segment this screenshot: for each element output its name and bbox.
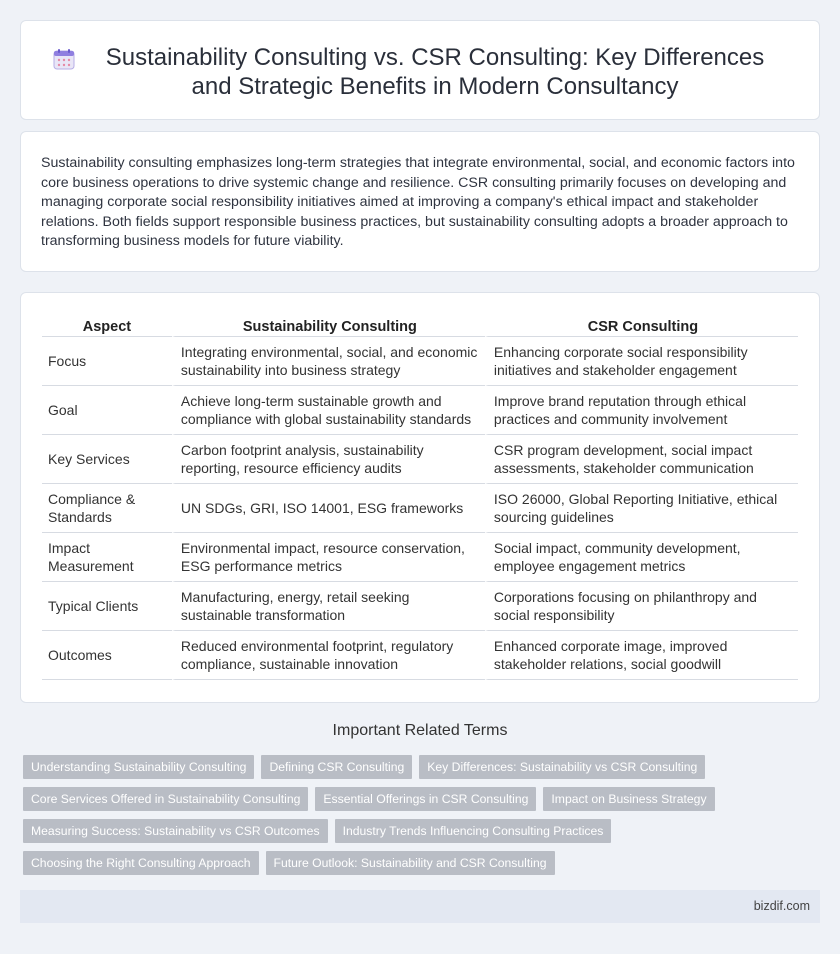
- row-aspect: Key Services: [42, 435, 172, 484]
- row-csr: Enhancing corporate social responsibility initiatives and stakeholder engagement: [485, 337, 798, 386]
- row-sustainability: UN SDGs, GRI, ISO 14001, ESG frameworks: [172, 484, 485, 533]
- table-row: [42, 631, 798, 680]
- intro-paragraph: Sustainability consulting emphasizes long-term strategies that integrate environmental, social, and economic factors into core business operations to drive systemic change and resilience. CSR consulting primarily focuses on developing and managing corporate social responsibility initiatives aimed at improving a company's ethical impact and stakeholder relations. Both fields support responsible business practices, but sustainability consulting adopts a broader approach to transforming business models for future viability.: [41, 155, 795, 250]
- header-sustainability: Sustainability Consulting: [172, 315, 485, 337]
- row-csr: Improve brand reputation through ethical practices and community involvement: [485, 386, 798, 435]
- row-csr: ISO 26000, Global Reporting Initiative, ethical sourcing guidelines: [485, 484, 798, 533]
- row-aspect: Typical Clients: [42, 582, 172, 631]
- row-csr: Social impact, community development, employee engagement metrics: [485, 533, 798, 582]
- related-term-tag[interactable]: Key Differences: Sustainability vs CSR Consulting: [419, 755, 705, 779]
- row-aspect: Outcomes: [42, 631, 172, 680]
- related-term-tag[interactable]: Understanding Sustainability Consulting: [23, 755, 254, 779]
- related-term-tag[interactable]: Core Services Offered in Sustainability Consulting: [23, 787, 308, 811]
- related-terms-heading: Important Related Terms: [332, 722, 508, 739]
- table-header-row: [42, 315, 798, 337]
- related-term-tag[interactable]: Future Outlook: Sustainability and CSR Consulting: [266, 851, 555, 875]
- related-term-tag[interactable]: Impact on Business Strategy: [543, 787, 714, 811]
- related-term-tag[interactable]: Defining CSR Consulting: [261, 755, 412, 779]
- tag-row: [23, 787, 813, 811]
- table-row: [42, 435, 798, 484]
- related-term-tag[interactable]: Choosing the Right Consulting Approach: [23, 851, 259, 875]
- table-row: [42, 533, 798, 582]
- row-sustainability: Reduced environmental footprint, regulatory compliance, sustainable innovation: [172, 631, 485, 680]
- header-csr: CSR Consulting: [485, 315, 798, 337]
- related-terms-list: [23, 755, 813, 883]
- tag-row: [23, 851, 813, 875]
- row-sustainability: Manufacturing, energy, retail seeking sustainable transformation: [172, 582, 485, 631]
- footer: [20, 890, 820, 923]
- row-aspect: Compliance & Standards: [42, 484, 172, 533]
- tag-row: [23, 755, 813, 779]
- related-term-tag[interactable]: Industry Trends Influencing Consulting Practices: [335, 819, 612, 843]
- row-sustainability: Carbon footprint analysis, sustainability reporting, resource efficiency audits: [172, 435, 485, 484]
- tag-row: [23, 819, 813, 843]
- row-sustainability: Environmental impact, resource conservation, ESG performance metrics: [172, 533, 485, 582]
- table-row: [42, 582, 798, 631]
- comparison-table: [42, 315, 798, 680]
- row-csr: Corporations focusing on philanthropy and social responsibility: [485, 582, 798, 631]
- table-row: [42, 484, 798, 533]
- related-term-tag[interactable]: Essential Offerings in CSR Consulting: [315, 787, 536, 811]
- row-csr: CSR program development, social impact assessments, stakeholder communication: [485, 435, 798, 484]
- row-aspect: Focus: [42, 337, 172, 386]
- related-term-tag[interactable]: Measuring Success: Sustainability vs CSR Outcomes: [23, 819, 328, 843]
- row-aspect: Goal: [42, 386, 172, 435]
- row-csr: Enhanced corporate image, improved stakeholder relations, social goodwill: [485, 631, 798, 680]
- intro-card: [20, 131, 820, 272]
- row-aspect: Impact Measurement: [42, 533, 172, 582]
- comparison-card: [20, 292, 820, 703]
- row-sustainability: Achieve long-term sustainable growth and compliance with global sustainability standards: [172, 386, 485, 435]
- page-title: Sustainability Consulting vs. CSR Consulting: Key Differences and Strategic Benefits in Modern Consultancy: [105, 44, 765, 100]
- header-aspect: Aspect: [42, 315, 172, 337]
- title-card: [20, 20, 820, 120]
- row-sustainability: Integrating environmental, social, and economic sustainability into business strategy: [172, 337, 485, 386]
- table-row: [42, 337, 798, 386]
- table-row: [42, 386, 798, 435]
- footer-site[interactable]: bizdif.com: [753, 899, 810, 913]
